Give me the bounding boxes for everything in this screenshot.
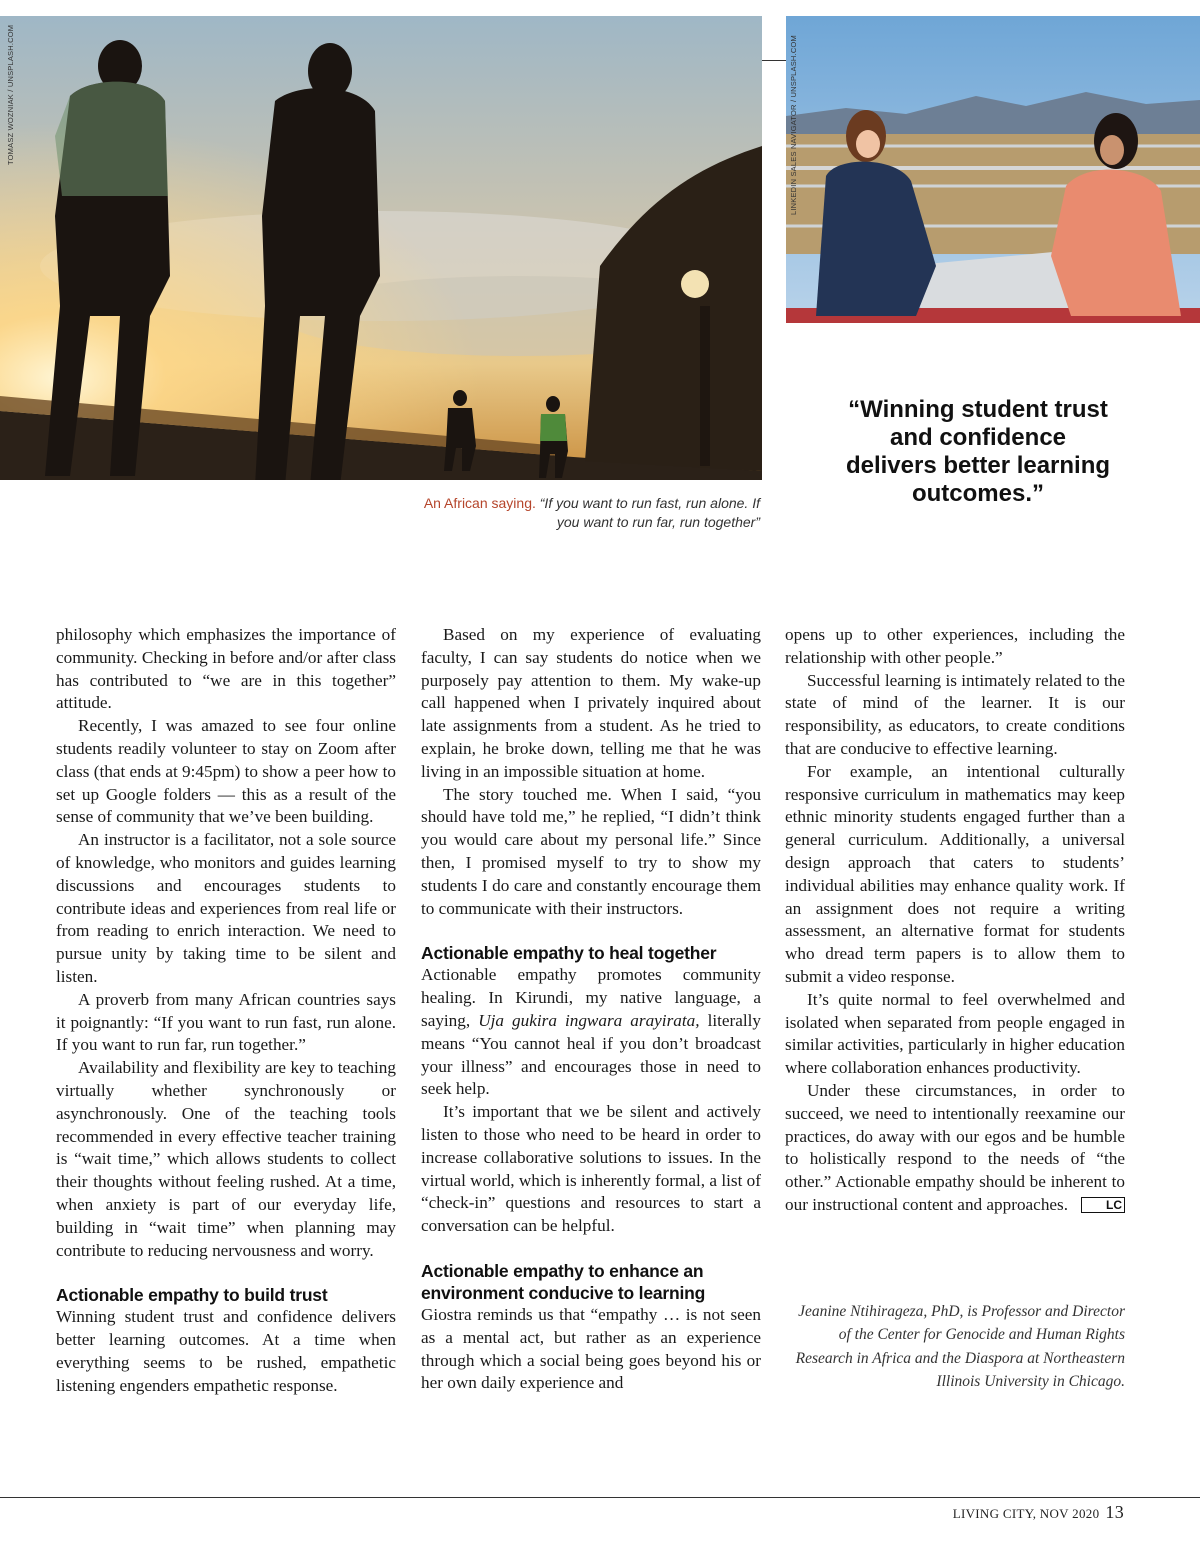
paragraph: Winning student trust and confidence delivers better learning outcomes. At a time when everything seems to be rushed, empathetic listening engenders empathetic response. bbox=[56, 1307, 396, 1395]
meeting-photo bbox=[786, 16, 1200, 323]
paragraph: An instructor is a facilitator, not a sole source of knowledge, who monitors and guides learning discussions and encourages students to contribute ideas and experiences from real life or from reading to enrich interaction. We need to pursue unity by taking time to be silent and listen. bbox=[56, 830, 396, 986]
paragraph-text: literally means “You cannot heal if you don’t broadcast your illness” and encourages those in need to seek help. bbox=[421, 1010, 762, 1099]
paragraph: Recently, I was amazed to see four online students readily volunteer to stay on Zoom after class (that ends at 9:45pm) to show a peer how to set up Google folders — this as a result of the sense of community that we’ve been building. bbox=[56, 716, 396, 827]
meeting-photo-credit: LINKEDIN SALES NAVIGATOR / UNSPLASH.COM bbox=[789, 35, 798, 215]
page-footer bbox=[953, 1502, 1124, 1523]
section-heading-build-trust: Actionable empathy to build trust bbox=[56, 1285, 328, 1306]
paragraph bbox=[421, 964, 761, 1101]
paragraph: A proverb from many African countries says it poignantly: “If you want to run fast, run alone. If you want to run far, run together.” bbox=[56, 989, 396, 1055]
section-heading-heal-together: Actionable empathy to heal together bbox=[421, 943, 717, 964]
paragraph: opens up to other experiences, including the relationship with other people.” bbox=[785, 625, 1125, 667]
footer-rule bbox=[0, 1497, 1200, 1498]
kirundi-saying: Uja gukira ingwara arayirata, bbox=[478, 1010, 700, 1030]
paragraph: Successful learning is intimately related to the state of mind of the learner. It is our responsibility, as educators, to create conditions that are conducive to effective learning. bbox=[785, 670, 1125, 758]
meeting-photo-illustration bbox=[786, 16, 1200, 323]
paragraph: Availability and flexibility are key to teaching virtually whether synchronously or asynchronously. One of the teaching tools recommended in every effective teacher training is “wait time,” which allows students to collect their thoughts without feeling rushed. At a time, when anxiety is part of our everyday life, building in “wait time” when planning may contribute to reducing nervousness and worry. bbox=[56, 1058, 396, 1260]
caption-quote: “If you want to run fast, run alone. If you want to run far, run together” bbox=[539, 495, 760, 530]
caption-lead: An African saying. bbox=[423, 495, 536, 511]
paragraph bbox=[785, 1080, 1125, 1217]
paragraph: It’s quite normal to feel overwhelmed and isolated when separated from people engaged in similar activities, particularly in higher education where collaboration enhances productivity. bbox=[785, 989, 1125, 1078]
paragraph-text: Under these circumstances, in order to succeed, we need to intentionally reexamine our practices, do away with our egos and be humble to holistically respond to the needs of “the other.” Actionable empathy should be inherent to our instructional content and approaches. bbox=[785, 1080, 1125, 1214]
paragraph: It’s important that we be silent and actively listen to those who need to be heard in order to increase collaborative solutions to issues. In the virtual world, which is inherently formal, a list of “check-in” questions and resources to start a conversation can be helpful. bbox=[421, 1102, 761, 1236]
pull-quote: “Winning student trust and confidence delivers better learning outcomes.” bbox=[845, 396, 1111, 507]
author-bio: Jeanine Ntihirageza, PhD, is Professor and Director of the Center for Genocide and Human Rights Research in Africa and the Diaspora at Northeastern Illinois University in Chicago. bbox=[795, 1303, 1125, 1391]
runners-photo-credit: TOMASZ WOZNIAK / UNSPLASH.COM bbox=[6, 24, 15, 165]
article-column-2 bbox=[421, 624, 761, 1395]
paragraph: Giostra reminds us that “empathy … is not seen as a mental act, but rather as an experience through which a social being goes beyond his or her own daily experience and bbox=[421, 1304, 761, 1393]
credit-leader-line bbox=[762, 60, 786, 61]
paragraph: The story touched me. When I said, “you should have told me,” he replied, “I didn’t think you would care about my personal life.” Since then, I promised myself to try to show my students I do care and constantly encourage them to communicate with their instructors. bbox=[421, 784, 761, 918]
end-mark-icon: LC bbox=[1081, 1197, 1125, 1213]
page-number: 13 bbox=[1105, 1502, 1124, 1522]
runners-photo-illustration bbox=[0, 16, 762, 480]
paragraph: philosophy which emphasizes the importance of community. Checking in before and/or after class has contributed to “we are in this together” attitude. bbox=[56, 625, 396, 713]
paragraph: For example, an intentional culturally responsive curriculum in mathematics may keep ethnic minority students engaged further than a general curriculum. Additionally, a universal design approach that caters to students’ individual abilities may enhance quality work. If an assignment does not require a writing assessment, an alternative format for students who dread term papers is to allow them to submit a video response. bbox=[785, 761, 1125, 986]
paragraph-text: Actionable empathy promotes community healing. In Kirundi, my native language, a saying, bbox=[421, 965, 761, 1030]
paragraph: Based on my experience of evaluating faculty, I can say students do notice when we purposely pay attention to them. My wake-up call happened when I privately inquired about late assignments from a student. As he tried to explain, he broke down, telling me that he was living in an impossible situation at home. bbox=[421, 625, 761, 781]
publication-name: LIVING CITY, NOV 2020 bbox=[952, 1506, 1100, 1521]
section-heading-enhance-environment: Actionable empathy to enhance an environment conducive to learning bbox=[421, 1260, 706, 1303]
article-column-3 bbox=[785, 624, 1125, 1217]
article-column-1 bbox=[56, 624, 396, 1398]
runners-photo bbox=[0, 16, 762, 480]
photo-caption bbox=[420, 494, 760, 532]
